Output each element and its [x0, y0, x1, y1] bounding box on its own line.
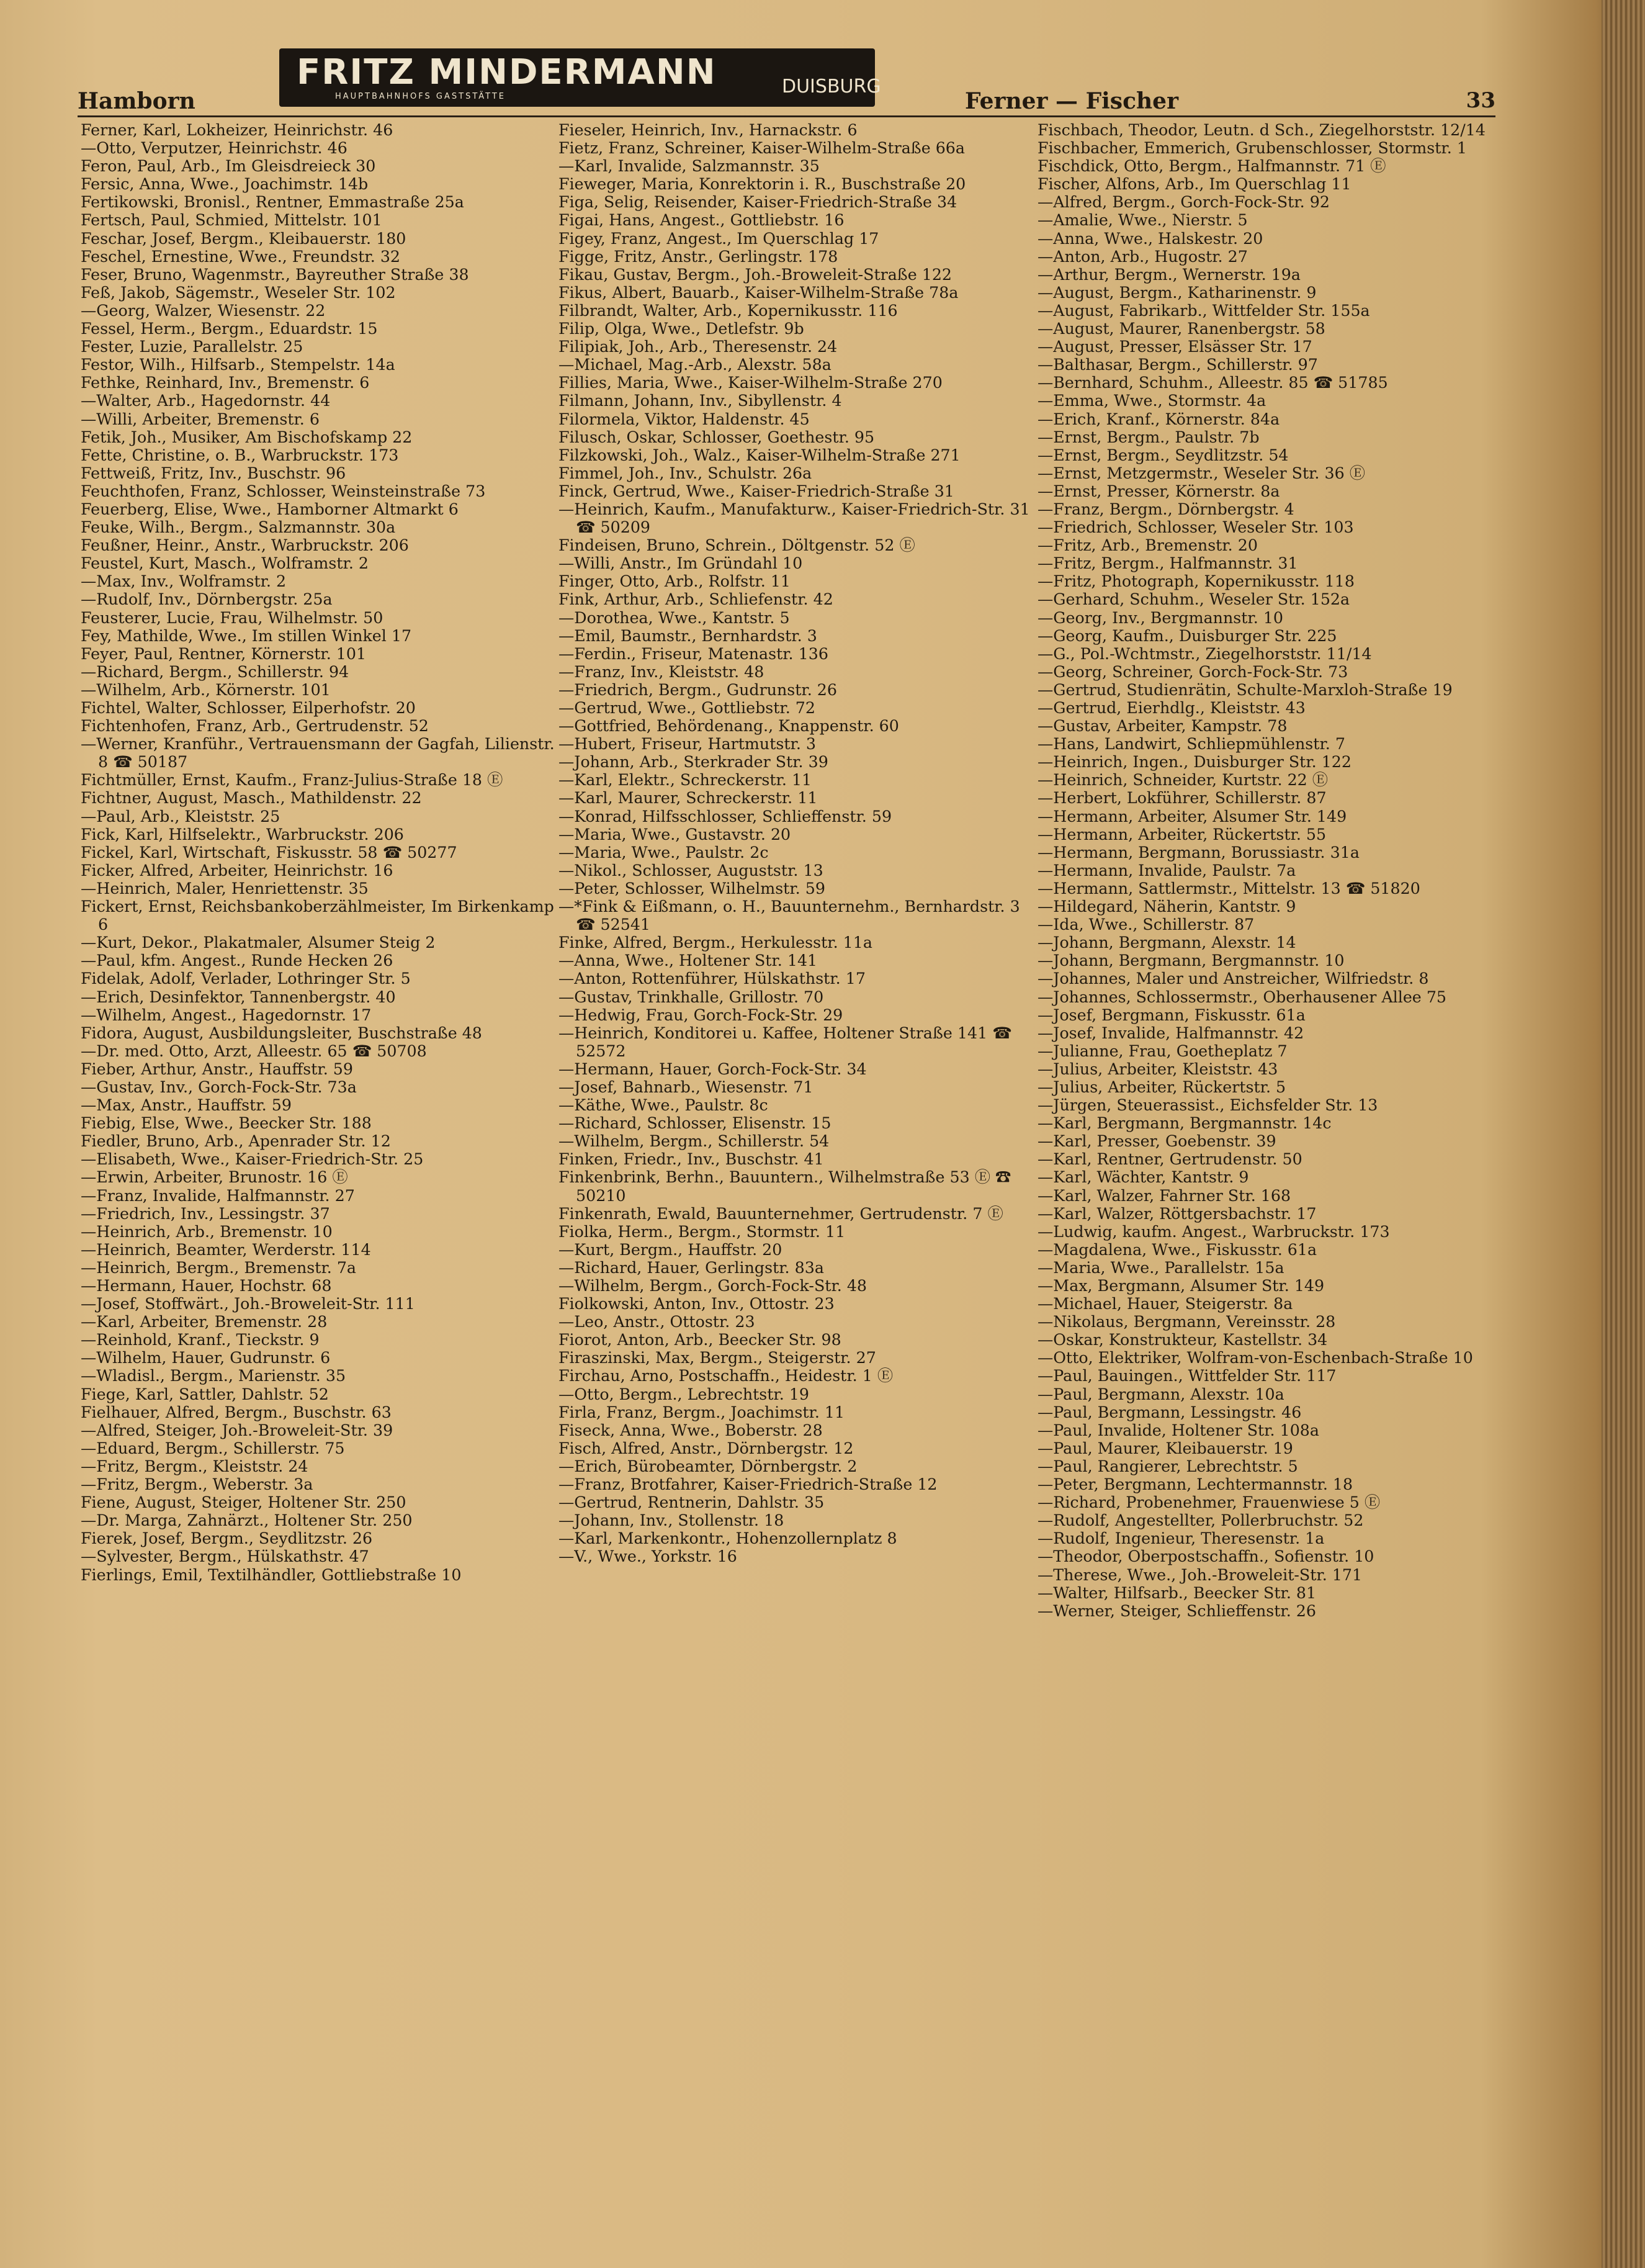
directory-entry: —Gottfried, Behördenang., Knappenstr. 60	[558, 717, 899, 736]
directory-entry: —Karl, Invalide, Salzmannstr. 35	[558, 157, 820, 176]
directory-entry: —Oskar, Konstrukteur, Kastellstr. 34	[1038, 1331, 1328, 1349]
directory-entry: —Ida, Wwe., Schillerstr. 87	[1038, 916, 1255, 934]
directory-entry: Fiedler, Bruno, Arb., Apenrader Str. 12	[81, 1132, 391, 1151]
directory-entry: Fethke, Reinhard, Inv., Bremenstr. 6	[81, 374, 370, 392]
directory-entry: —Fritz, Bergm., Halfmannstr. 31	[1038, 554, 1298, 573]
directory-entry: —Erich, Desinfektor, Tannenbergstr. 40	[81, 988, 396, 1006]
directory-entry: —Erich, Kranf., Körnerstr. 84a	[1038, 410, 1280, 428]
directory-entry: Fischdick, Otto, Bergm., Halfmannstr. 71 Ⓔ	[1038, 157, 1386, 176]
directory-entry: —Dr. Marga, Zahnärzt., Holtener Str. 250	[81, 1511, 413, 1530]
directory-entry: Firla, Franz, Bergm., Joachimstr. 11	[558, 1403, 845, 1421]
header-district: Hamborn	[78, 88, 195, 114]
directory-entry: —Alfred, Steiger, Joh.-Broweleit-Str. 39	[81, 1421, 393, 1439]
directory-entry: —Werner, Steiger, Schlieffenstr. 26	[1038, 1601, 1316, 1620]
directory-entry: —Anna, Wwe., Holtener Str. 141	[558, 952, 818, 970]
directory-entry: —Richard, Probenehmer, Frauenwiese 5 Ⓔ	[1038, 1493, 1381, 1512]
directory-entry: —Bernhard, Schuhm., Alleestr. 85 ☎ 51785	[1038, 374, 1388, 392]
directory-entry: Fetik, Joh., Musiker, Am Bischofskamp 22	[81, 428, 413, 446]
directory-entry: —Gertrud, Eierhdlg., Kleiststr. 43	[1038, 699, 1306, 717]
header-rule	[78, 115, 1495, 117]
directory-entry: —Paul, Bauingen., Wittfelder Str. 117	[1038, 1367, 1337, 1385]
directory-entry: —Hedwig, Frau, Gorch-Fock-Str. 29	[558, 1006, 843, 1024]
directory-entry: —Johann, Bergmann, Alexstr. 14	[1038, 934, 1296, 952]
directory-entry: —Heinrich, Konditorei u. Kaffee, Holtener Straße 141 ☎ 52572	[558, 1024, 1012, 1060]
directory-entry: Fielhauer, Alfred, Bergm., Buschstr. 63	[81, 1403, 392, 1421]
directory-entry: —Karl, Maurer, Schreckerstr. 11	[558, 789, 818, 808]
directory-entry: —Richard, Hauer, Gerlingstr. 83a	[558, 1258, 824, 1277]
directory-entry: Fieber, Arthur, Anstr., Hauffstr. 59	[81, 1060, 353, 1078]
directory-entry: —V., Wwe., Yorkstr. 16	[558, 1547, 737, 1566]
directory-entry: Fiolka, Herm., Bergm., Stormstr. 11	[558, 1222, 846, 1241]
directory-entry: Fichtmüller, Ernst, Kaufm., Franz-Julius-Straße 18 Ⓔ	[81, 771, 503, 790]
directory-entry: —Maria, Wwe., Parallelstr. 15a	[1038, 1258, 1284, 1277]
directory-entry: Feyer, Paul, Rentner, Körnerstr. 101	[81, 644, 367, 663]
directory-entry: —Erich, Bürobeamter, Dörnbergstr. 2	[558, 1457, 858, 1475]
directory-entry: —Kurt, Dekor., Plakatmaler, Alsumer Steig 2	[81, 934, 436, 952]
advertisement-banner	[279, 48, 881, 107]
directory-entry: Figa, Selig, Reisender, Kaiser-Friedrich-Straße 34	[558, 193, 957, 212]
directory-entry: Fick, Karl, Hilfselektr., Warbruckstr. 206	[81, 825, 404, 844]
directory-entry: —Kurt, Bergm., Hauffstr. 20	[558, 1240, 782, 1259]
directory-entry: —Werner, Kranführ., Vertrauensmann der Gagfah, Lilienstr. 8 ☎ 50187	[81, 735, 555, 772]
directory-entry: —Paul, Bergmann, Lessingstr. 46	[1038, 1403, 1302, 1421]
directory-entry: Finken, Friedr., Inv., Buschstr. 41	[558, 1150, 824, 1169]
directory-entry: Fillies, Maria, Wwe., Kaiser-Wilhelm-Straße 270	[558, 374, 943, 392]
directory-entry: —Johann, Bergmann, Bergmannstr. 10	[1038, 952, 1345, 970]
directory-entry: —Julius, Arbeiter, Kleiststr. 43	[1038, 1060, 1278, 1078]
directory-entry: —Willi, Arbeiter, Bremenstr. 6	[81, 410, 320, 428]
directory-entry: —Ernst, Presser, Körnerstr. 8a	[1038, 482, 1280, 500]
directory-entry: —Rudolf, Ingenieur, Theresenstr. 1a	[1038, 1529, 1325, 1548]
directory-entry: Firaszinski, Max, Bergm., Steigerstr. 27	[558, 1349, 876, 1367]
directory-entry: —Fritz, Bergm., Kleiststr. 24	[81, 1457, 308, 1475]
directory-entry: Feuke, Wilh., Bergm., Salzmannstr. 30a	[81, 518, 396, 537]
directory-entry: —Karl, Walzer, Röttgersbachstr. 17	[1038, 1204, 1317, 1223]
directory-entry: Fertsch, Paul, Schmied, Mittelstr. 101	[81, 211, 382, 230]
directory-entry: Fisch, Alfred, Anstr., Dörnbergstr. 12	[558, 1439, 854, 1457]
directory-entry: —Jürgen, Steuerassist., Eichsfelder Str. 13	[1038, 1096, 1378, 1115]
directory-entry: —Michael, Mag.-Arb., Alexstr. 58a	[558, 356, 831, 374]
directory-entry: Fidora, August, Ausbildungsleiter, Buschstraße 48	[81, 1024, 482, 1042]
directory-entry: —Ludwig, kaufm. Angest., Warbruckstr. 173	[1038, 1222, 1390, 1241]
directory-entry: Filip, Olga, Wwe., Detlefstr. 9b	[558, 320, 804, 338]
directory-entry: —August, Bergm., Katharinenstr. 9	[1038, 283, 1317, 302]
directory-entry: —Hermann, Invalide, Paulstr. 7a	[1038, 861, 1296, 880]
directory-entry: Fette, Christine, o. B., Warbruckstr. 173	[81, 446, 399, 464]
directory-entry: —Anton, Arb., Hugostr. 27	[1038, 247, 1248, 266]
directory-entry: Finke, Alfred, Bergm., Herkulesstr. 11a	[558, 934, 872, 952]
directory-entry: —Karl, Presser, Goebenstr. 39	[1038, 1132, 1276, 1151]
directory-entry: Fidelak, Adolf, Verlader, Lothringer Str. 5	[81, 970, 411, 988]
directory-entry: —Gustav, Inv., Gorch-Fock-Str. 73a	[81, 1078, 357, 1096]
directory-entry: Fester, Luzie, Parallelstr. 25	[81, 338, 303, 356]
directory-entry: —Gertrud, Studienrätin, Schulte-Marxloh-Straße 19	[1038, 680, 1453, 699]
directory-entry: —Herbert, Lokführer, Schillerstr. 87	[1038, 789, 1327, 808]
directory-entry: —Maria, Wwe., Gustavstr. 20	[558, 825, 791, 844]
directory-entry: —Peter, Bergmann, Lechtermannstr. 18	[1038, 1475, 1353, 1494]
directory-entry: —Heinrich, Beamter, Werderstr. 114	[81, 1240, 371, 1259]
directory-entry: Ficker, Alfred, Arbeiter, Heinrichstr. 16	[81, 861, 393, 880]
directory-entry: Fieweger, Maria, Konrektorin i. R., Buschstraße 20	[558, 175, 966, 194]
directory-entry: Fiolkowski, Anton, Inv., Ottostr. 23	[558, 1295, 835, 1313]
directory-entry: —Amalie, Wwe., Nierstr. 5	[1038, 211, 1248, 230]
directory-entry: —Rudolf, Angestellter, Pollerbruchstr. 52	[1038, 1511, 1364, 1530]
directory-entry: —Otto, Verputzer, Heinrichstr. 46	[81, 139, 347, 158]
directory-entry: Figai, Hans, Angest., Gottliebstr. 16	[558, 211, 845, 230]
directory-entry: —Dorothea, Wwe., Kantstr. 5	[558, 608, 790, 627]
directory-entry: —Balthasar, Bergm., Schillerstr. 97	[1038, 356, 1318, 374]
directory-entry: —Elisabeth, Wwe., Kaiser-Friedrich-Str. 25	[81, 1150, 424, 1169]
directory-entry: —Heinrich, Schneider, Kurtstr. 22 Ⓔ	[1038, 771, 1329, 790]
directory-entry: —Wladisl., Bergm., Marienstr. 35	[81, 1367, 346, 1385]
directory-entry: —Richard, Bergm., Schillerstr. 94	[81, 662, 349, 681]
directory-entry: —Erwin, Arbeiter, Brunostr. 16 Ⓔ	[81, 1168, 348, 1187]
directory-entry: —Paul, Invalide, Holtener Str. 108a	[1038, 1421, 1319, 1439]
column-2	[558, 121, 1036, 1566]
directory-entry: —Friedrich, Bergm., Gudrunstr. 26	[558, 680, 837, 699]
directory-entry: —Georg, Walzer, Wiesenstr. 22	[81, 301, 326, 320]
directory-entry: —Karl, Arbeiter, Bremenstr. 28	[81, 1313, 328, 1331]
directory-entry: —Johannes, Schlossermstr., Oberhausener Allee 75	[1038, 988, 1447, 1006]
directory-entry: —Heinrich, Arb., Bremenstr. 10	[81, 1222, 333, 1241]
directory-entry: —August, Maurer, Ranenbergstr. 58	[1038, 320, 1325, 338]
directory-entry: Feuchthofen, Franz, Schlosser, Weinsteinstraße 73	[81, 482, 486, 500]
directory-entry: —Gertrud, Rentnerin, Dahlstr. 35	[558, 1493, 825, 1512]
directory-entry: Fiebig, Else, Wwe., Beecker Str. 188	[81, 1114, 372, 1133]
directory-entry: Feser, Bruno, Wagenmstr., Bayreuther Straße 38	[81, 265, 469, 284]
directory-entry: —Gerhard, Schuhm., Weseler Str. 152a	[1038, 590, 1350, 609]
directory-entry: Finger, Otto, Arb., Rolfstr. 11	[558, 572, 791, 591]
directory-entry: —Reinhold, Kranf., Tieckstr. 9	[81, 1331, 320, 1349]
directory-entry: Filormela, Viktor, Haldenstr. 45	[558, 410, 810, 428]
directory-entry: —Heinrich, Maler, Henriettenstr. 35	[81, 879, 369, 898]
directory-entry: Filbrandt, Walter, Arb., Kopernikusstr. 116	[558, 301, 898, 320]
directory-entry: —Therese, Wwe., Joh.-Broweleit-Str. 171	[1038, 1565, 1363, 1584]
directory-entry: Fertikowski, Bronisl., Rentner, Emmastraße 25a	[81, 193, 464, 212]
directory-entry: —Hubert, Friseur, Hartmutstr. 3	[558, 735, 817, 754]
directory-entry: —Paul, Bergmann, Alexstr. 10a	[1038, 1385, 1284, 1403]
directory-entry: —Walter, Arb., Hagedornstr. 44	[81, 392, 331, 410]
directory-entry: Fiege, Karl, Sattler, Dahlstr. 52	[81, 1385, 329, 1403]
directory-entry: —Emma, Wwe., Stormstr. 4a	[1038, 392, 1266, 410]
directory-entry: —Max, Bergmann, Alsumer Str. 149	[1038, 1277, 1325, 1295]
directory-entry: —Franz, Brotfahrer, Kaiser-Friedrich-Straße 12	[558, 1475, 938, 1494]
directory-entry: —Hermann, Bergmann, Borussiastr. 31a	[1038, 843, 1360, 862]
directory-entry: —Karl, Bergmann, Bergmannstr. 14c	[1038, 1114, 1332, 1133]
directory-entry: —Paul, Rangierer, Lebrechtstr. 5	[1038, 1457, 1298, 1475]
directory-entry: —Peter, Schlosser, Wilhelmstr. 59	[558, 879, 825, 898]
directory-entry: Feustel, Kurt, Masch., Wolframstr. 2	[81, 554, 369, 573]
directory-entry: Feß, Jakob, Sägemstr., Weseler Str. 102	[81, 283, 396, 302]
directory-entry: —Georg, Schreiner, Gorch-Fock-Str. 73	[1038, 662, 1348, 681]
directory-entry: Fieseler, Heinrich, Inv., Harnackstr. 6	[558, 121, 858, 139]
directory-entry: —Ferdin., Friseur, Matenastr. 136	[558, 644, 828, 663]
directory-entry: —Karl, Markenkontr., Hohenzollernplatz 8	[558, 1529, 897, 1548]
directory-entry: —Josef, Invalide, Halfmannstr. 42	[1038, 1024, 1304, 1042]
directory-entry: —Dr. med. Otto, Arzt, Alleestr. 65 ☎ 50708	[81, 1042, 427, 1060]
ad-brand: FRITZ MINDERMANN	[297, 52, 717, 92]
directory-entry: —Nikol., Schlosser, Auguststr. 13	[558, 861, 823, 880]
directory-entry: Fichtner, August, Masch., Mathildenstr. 22	[81, 789, 422, 808]
directory-entry: —Heinrich, Kaufm., Manufakturw., Kaiser-Friedrich-Str. 31 ☎ 50209	[558, 500, 1030, 537]
directory-entry: —Wilhelm, Arb., Körnerstr. 101	[81, 680, 331, 699]
directory-entry: —Fritz, Arb., Bremenstr. 20	[1038, 536, 1258, 555]
column-3	[1038, 121, 1515, 1620]
directory-entry: Fikus, Albert, Bauarb., Kaiser-Wilhelm-Straße 78a	[558, 283, 959, 302]
directory-entry: —Georg, Inv., Bergmannstr. 10	[1038, 608, 1284, 627]
directory-entry: —Arthur, Bergm., Wernerstr. 19a	[1038, 265, 1301, 284]
directory-entry: Filzkowski, Joh., Walz., Kaiser-Wilhelm-Straße 271	[558, 446, 961, 464]
directory-entry: —Hermann, Sattlermstr., Mittelstr. 13 ☎ 51820	[1038, 879, 1420, 898]
directory-entry: —Wilhelm, Hauer, Gudrunstr. 6	[81, 1349, 331, 1367]
directory-entry: Feuerberg, Elise, Wwe., Hamborner Altmarkt 6	[81, 500, 459, 518]
directory-entry: —Otto, Elektriker, Wolfram-von-Eschenbach-Straße 10	[1038, 1349, 1473, 1367]
directory-entry: —Ernst, Bergm., Seydlitzstr. 54	[1038, 446, 1289, 464]
directory-entry: —Otto, Bergm., Lebrechtstr. 19	[558, 1385, 810, 1403]
directory-entry: —August, Presser, Elsässer Str. 17	[1038, 338, 1312, 356]
ad-subtitle: HAUPTBAHNHOFS GASTSTÄTTE	[335, 92, 506, 101]
directory-entry: Fiorot, Anton, Arb., Beecker Str. 98	[558, 1331, 841, 1349]
book-spine	[1602, 0, 1645, 2268]
directory-entry: —Hermann, Hauer, Hochstr. 68	[81, 1277, 332, 1295]
directory-entry: Fischbach, Theodor, Leutn. d Sch., Ziegelhorststr. 12/14	[1038, 121, 1486, 139]
ad-city: DUISBURG	[782, 76, 881, 97]
directory-entry: Fettweiß, Fritz, Inv., Buschstr. 96	[81, 464, 346, 482]
directory-entry: Feschel, Ernestine, Wwe., Freundstr. 32	[81, 247, 401, 266]
directory-entry: —Gustav, Trinkhalle, Grillostr. 70	[558, 988, 824, 1006]
directory-entry: —Julius, Arbeiter, Rückertstr. 5	[1038, 1078, 1286, 1096]
directory-entry: —Ernst, Bergm., Paulstr. 7b	[1038, 428, 1260, 446]
directory-entry: Fierlings, Emil, Textilhändler, Gottliebstraße 10	[81, 1565, 462, 1584]
directory-entry: —Emil, Baumstr., Bernhardstr. 3	[558, 626, 817, 645]
directory-entry: Ferner, Karl, Lokheizer, Heinrichstr. 46	[81, 121, 393, 139]
directory-entry: —Magdalena, Wwe., Fiskusstr. 61a	[1038, 1240, 1317, 1259]
directory-entry: —Karl, Wächter, Kantstr. 9	[1038, 1168, 1249, 1187]
directory-entry: —Josef, Bergmann, Fiskusstr. 61a	[1038, 1006, 1306, 1024]
page-number: 33	[1466, 88, 1495, 113]
directory-entry: Fichtenhofen, Franz, Arb., Gertrudenstr. 52	[81, 717, 429, 736]
directory-entry: —Friedrich, Schlosser, Weseler Str. 103	[1038, 518, 1354, 537]
directory-entry: —Hermann, Arbeiter, Rückertstr. 55	[1038, 825, 1327, 844]
directory-entry: —Max, Anstr., Hauffstr. 59	[81, 1096, 292, 1115]
directory-entry: —Käthe, Wwe., Paulstr. 8c	[558, 1096, 768, 1115]
directory-entry: —Karl, Walzer, Fahrner Str. 168	[1038, 1186, 1291, 1205]
directory-entry: —Walter, Hilfsarb., Beecker Str. 81	[1038, 1583, 1317, 1602]
directory-entry: Fey, Mathilde, Wwe., Im stillen Winkel 17	[81, 626, 412, 645]
directory-entry: —Nikolaus, Bergmann, Vereinsstr. 28	[1038, 1313, 1336, 1331]
directory-entry: —Leo, Anstr., Ottostr. 23	[558, 1313, 755, 1331]
directory-entry: —Wilhelm, Bergm., Gorch-Fock-Str. 48	[558, 1277, 867, 1295]
directory-entry: Feschar, Josef, Bergm., Kleibauerstr. 180	[81, 229, 406, 248]
directory-entry: Fierek, Josef, Bergm., Seydlitzstr. 26	[81, 1529, 373, 1548]
page-header	[78, 37, 1495, 115]
directory-entry: Finkenbrink, Berhn., Bauuntern., Wilhelmstraße 53 Ⓔ ☎ 50210	[558, 1168, 1011, 1205]
directory-entry: Fiseck, Anna, Wwe., Boberstr. 28	[558, 1421, 823, 1439]
directory-entry: —G., Pol.-Wchtmstr., Ziegelhorststr. 11/14	[1038, 644, 1372, 663]
directory-entry: —Heinrich, Ingen., Duisburger Str. 122	[1038, 753, 1351, 772]
directory-entry: —Johann, Arb., Sterkrader Str. 39	[558, 753, 828, 772]
directory-entry: Feußner, Heinr., Anstr., Warbruckstr. 206	[81, 536, 409, 555]
directory-entry: —Franz, Bergm., Dörnbergstr. 4	[1038, 500, 1294, 518]
directory-entry: —Hermann, Hauer, Gorch-Fock-Str. 34	[558, 1060, 867, 1078]
directory-entry: —Konrad, Hilfsschlosser, Schlieffenstr. 59	[558, 807, 892, 826]
directory-entry: —Paul, Maurer, Kleibauerstr. 19	[1038, 1439, 1293, 1457]
directory-entry: Fikau, Gustav, Bergm., Joh.-Broweleit-Straße 122	[558, 265, 952, 284]
directory-entry: —Anton, Rottenführer, Hülskathstr. 17	[558, 970, 866, 988]
directory-entry: Fessel, Herm., Bergm., Eduardstr. 15	[81, 320, 378, 338]
directory-entry: —Karl, Rentner, Gertrudenstr. 50	[1038, 1150, 1302, 1169]
directory-entry: —Johann, Inv., Stollenstr. 18	[558, 1511, 784, 1530]
directory-entry: —Eduard, Bergm., Schillerstr. 75	[81, 1439, 345, 1457]
directory-entry: —Friedrich, Inv., Lessingstr. 37	[81, 1204, 330, 1223]
directory-entry: —Fritz, Photograph, Kopernikusstr. 118	[1038, 572, 1355, 591]
directory-entry: Filmann, Johann, Inv., Sibyllenstr. 4	[558, 392, 842, 410]
directory-entry: —Sylvester, Bergm., Hülskathstr. 47	[81, 1547, 369, 1566]
directory-entry: —Richard, Schlosser, Elisenstr. 15	[558, 1114, 831, 1133]
directory-entry: Figey, Franz, Angest., Im Querschlag 17	[558, 229, 879, 248]
directory-entry: —Georg, Kaufm., Duisburger Str. 225	[1038, 626, 1337, 645]
directory-entry: —Alfred, Bergm., Gorch-Fock-Str. 92	[1038, 193, 1330, 212]
directory-entry: —Hermann, Arbeiter, Alsumer Str. 149	[1038, 807, 1347, 826]
directory-entry: —Franz, Invalide, Halfmannstr. 27	[81, 1186, 355, 1205]
directory-entry: —Hildegard, Näherin, Kantstr. 9	[1038, 898, 1296, 916]
directory-entry: —Franz, Inv., Kleiststr. 48	[558, 662, 764, 681]
directory-entry: Fink, Arthur, Arb., Schliefenstr. 42	[558, 590, 833, 609]
directory-entry: —Michael, Hauer, Steigerstr. 8a	[1038, 1295, 1293, 1313]
directory-entry: —Fritz, Bergm., Weberstr. 3a	[81, 1475, 313, 1494]
directory-entry: Findeisen, Bruno, Schrein., Döltgenstr. 52 Ⓔ	[558, 536, 915, 555]
directory-entry: Feusterer, Lucie, Frau, Wilhelmstr. 50	[81, 608, 383, 627]
directory-entry: Feron, Paul, Arb., Im Gleisdreieck 30	[81, 157, 376, 176]
directory-entry: Fiene, August, Steiger, Holtener Str. 250	[81, 1493, 406, 1512]
directory-entry: —Wilhelm, Bergm., Schillerstr. 54	[558, 1132, 830, 1151]
directory-entry: Filipiak, Joh., Arb., Theresenstr. 24	[558, 338, 838, 356]
directory-entry: Fimmel, Joh., Inv., Schulstr. 26a	[558, 464, 812, 482]
directory-entry: —Max, Inv., Wolframstr. 2	[81, 572, 287, 591]
directory-entry: —Josef, Stoffwärt., Joh.-Broweleit-Str. 111	[81, 1295, 415, 1313]
directory-entry: —Heinrich, Bergm., Bremenstr. 7a	[81, 1258, 357, 1277]
directory-entry: —Josef, Bahnarb., Wiesenstr. 71	[558, 1078, 814, 1096]
header-name-range: Ferner — Fischer	[965, 88, 1179, 114]
directory-entry: —Paul, kfm. Angest., Runde Hecken 26	[81, 952, 393, 970]
directory-entry: Fickel, Karl, Wirtschaft, Fiskusstr. 58 ☎ 50277	[81, 843, 457, 862]
directory-entry: —Paul, Arb., Kleiststr. 25	[81, 807, 280, 826]
directory-entry: —Willi, Anstr., Im Gründahl 10	[558, 554, 803, 573]
directory-entry: —August, Fabrikarb., Wittfelder Str. 155a	[1038, 301, 1370, 320]
directory-entry: —Anna, Wwe., Halskestr. 20	[1038, 229, 1263, 248]
directory-entry: Finck, Gertrud, Wwe., Kaiser-Friedrich-Straße 31	[558, 482, 954, 500]
column-1	[81, 121, 558, 1584]
directory-entry: Fickert, Ernst, Reichsbankoberzählmeister, Im Birkenkamp 6	[81, 898, 554, 934]
directory-entry: —Hans, Landwirt, Schliepmühlenstr. 7	[1038, 735, 1345, 754]
directory-entry: —Johannes, Maler und Anstreicher, Wilfriedstr. 8	[1038, 970, 1429, 988]
directory-entry: Fietz, Franz, Schreiner, Kaiser-Wilhelm-Straße 66a	[558, 139, 965, 158]
directory-entry: —Ernst, Metzgermstr., Weseler Str. 36 Ⓔ	[1038, 464, 1366, 482]
directory-entry: —Gustav, Arbeiter, Kampstr. 78	[1038, 717, 1288, 736]
directory-entry: —Karl, Elektr., Schreckerstr. 11	[558, 771, 812, 790]
directory-entry: —Rudolf, Inv., Dörnbergstr. 25a	[81, 590, 333, 609]
directory-entry: Fischer, Alfons, Arb., Im Querschlag 11	[1038, 175, 1351, 194]
directory-entry: —Maria, Wwe., Paulstr. 2c	[558, 843, 769, 862]
directory-entry: Firchau, Arno, Postschaffn., Heidestr. 1 Ⓔ	[558, 1367, 894, 1385]
directory-entry: Finkenrath, Ewald, Bauunternehmer, Gertrudenstr. 7 Ⓔ	[558, 1204, 1003, 1223]
directory-entry: —Julianne, Frau, Goetheplatz 7	[1038, 1042, 1288, 1060]
directory-entry: —Wilhelm, Angest., Hagedornstr. 17	[81, 1006, 372, 1024]
directory-entry: Festor, Wilh., Hilfsarb., Stempelstr. 14a	[81, 356, 395, 374]
directory-entry: —Gertrud, Wwe., Gottliebstr. 72	[558, 699, 815, 717]
directory-entry: —Theodor, Oberpostschaffn., Sofienstr. 10	[1038, 1547, 1374, 1566]
directory-entry: Fichtel, Walter, Schlosser, Eilperhofstr. 20	[81, 699, 416, 717]
directory-entry: Figge, Fritz, Anstr., Gerlingstr. 178	[558, 247, 838, 266]
directory-entry: Fischbacher, Emmerich, Grubenschlosser, Stormstr. 1	[1038, 139, 1467, 158]
directory-entry: Fersic, Anna, Wwe., Joachimstr. 14b	[81, 175, 369, 194]
directory-entry: —*Fink & Eißmann, o. H., Bauunternehm., Bernhardstr. 3 ☎ 52541	[558, 898, 1020, 934]
directory-entry: Filusch, Oskar, Schlosser, Goethestr. 95	[558, 428, 875, 446]
